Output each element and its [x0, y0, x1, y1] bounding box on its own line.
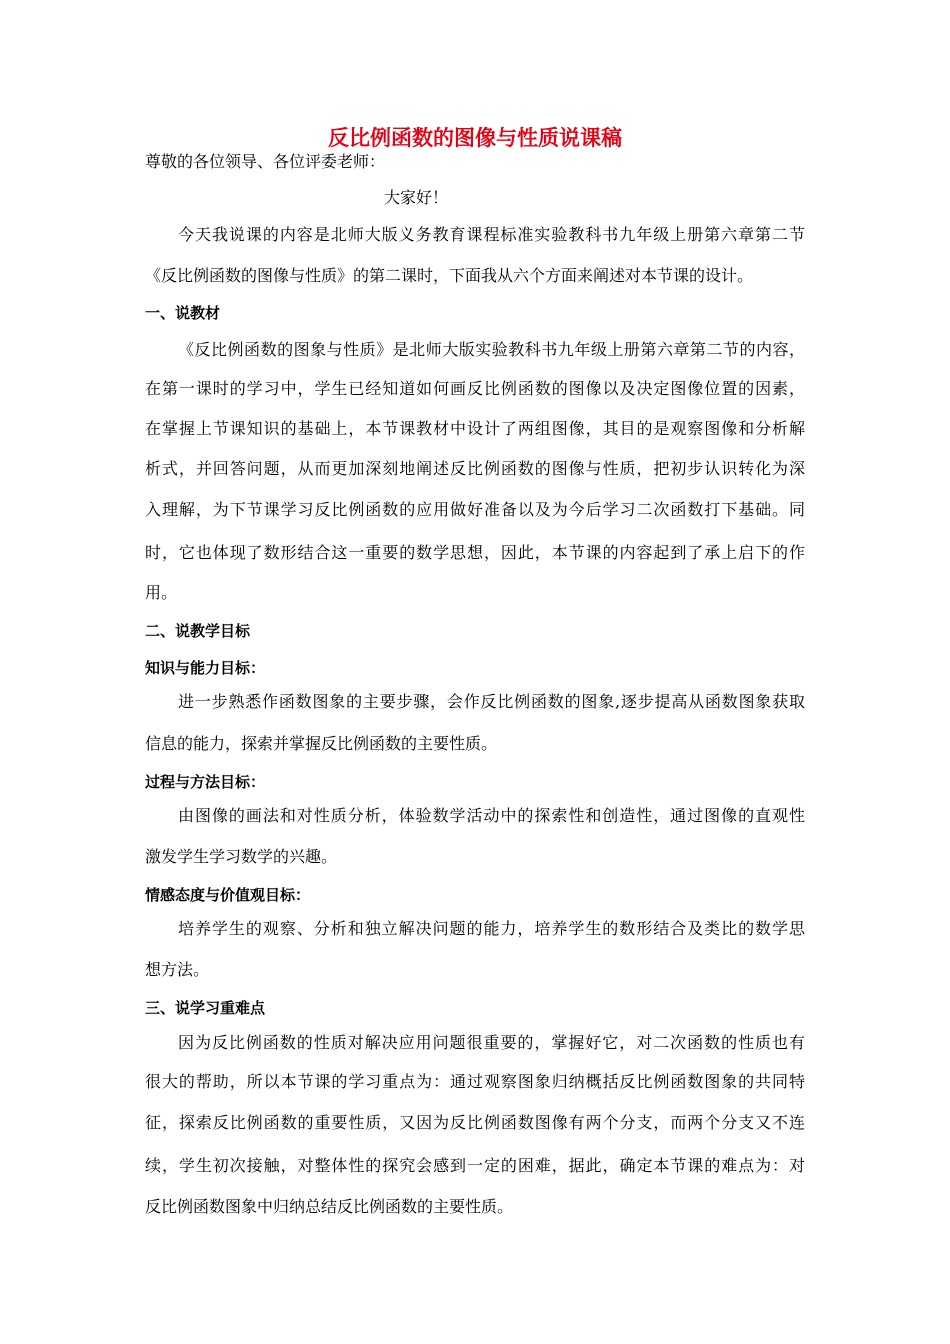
paragraph-line: 析式，并回答问题，从而更加深刻地阐述反比例函数的图像与性质，把初步认识转化为深 [145, 459, 805, 478]
section-heading-key-points: 三、说学习重难点 [145, 999, 266, 1017]
paragraph-line: 反比例函数图象中归纳总结反比例函数的主要性质。 [145, 1197, 514, 1216]
intro-line: 今天我说课的内容是北师大版义务教育课程标准实验教科书九年级上册第六章第二节 [178, 225, 805, 244]
paragraph-line: 激发学生学习数学的兴趣。 [145, 847, 338, 866]
greeting: 尊敬的各位领导、各位评委老师： [145, 152, 386, 171]
subheading-knowledge-goal: 知识与能力目标： [145, 659, 266, 677]
section-heading-goals: 二、说教学目标 [145, 622, 251, 640]
paragraph-line: 在掌握上节课知识的基础上，本节课教材中设计了两组图像，其目的是观察图像和分析解 [145, 419, 805, 438]
paragraph-line: 想方法。 [145, 960, 210, 979]
paragraph-line: 培养学生的观察、分析和独立解决问题的能力，培养学生的数形结合及类比的数学思 [178, 919, 805, 938]
paragraph-line: 由图像的画法和对性质分析，体验数学活动中的探索性和创造性，通过图像的直观性 [178, 806, 805, 825]
paragraph-line: 时，它也体现了数形结合这一重要的数学思想，因此，本节课的内容起到了承上启下的作 [145, 543, 805, 562]
paragraph-line: 《反比例函数的图象与性质》是北师大版实验教科书九年级上册第六章第二节的内容， [178, 340, 805, 359]
paragraph-line: 进一步熟悉作函数图象的主要步骤，会作反比例函数的图象,逐步提高从函数图象获取 [178, 692, 805, 711]
intro-line: 《反比例函数的图像与性质》的第二课时，下面我从六个方面来阐述对本节课的设计。 [145, 266, 754, 285]
paragraph-line: 用。 [145, 583, 178, 602]
greeting-hello: 大家好！ [384, 188, 449, 207]
paragraph-line: 因为反比例函数的性质对解决应用问题很重要的，掌握好它，对二次函数的性质也有 [178, 1033, 805, 1052]
paragraph-line: 续，学生初次接触，对整体性的探究会感到一定的困难，据此，确定本节课的难点为：对 [145, 1156, 805, 1175]
subheading-process-goal: 过程与方法目标： [145, 773, 266, 791]
paragraph-line: 很大的帮助，所以本节课的学习重点为：通过观察图象归纳概括反比例函数图象的共同特 [145, 1072, 805, 1091]
paragraph-line: 入理解，为下节课学习反比例函数的应用做好准备以及为今后学习二次函数打下基础。同 [145, 500, 805, 519]
paragraph-line: 信息的能力，探索并掌握反比例函数的主要性质。 [145, 734, 498, 753]
document-title: 反比例函数的图像与性质说课稿 [328, 125, 622, 150]
paragraph-line: 在第一课时的学习中，学生已经知道如何画反比例函数的图像以及决定图像位置的因素， [145, 379, 805, 398]
subheading-attitude-goal: 情感态度与价值观目标： [145, 886, 311, 904]
section-heading-textbook: 一、说教材 [145, 304, 221, 322]
paragraph-line: 征，探索反比例函数的重要性质，又因为反比例函数图像有两个分支，而两个分支又不连 [145, 1113, 805, 1132]
